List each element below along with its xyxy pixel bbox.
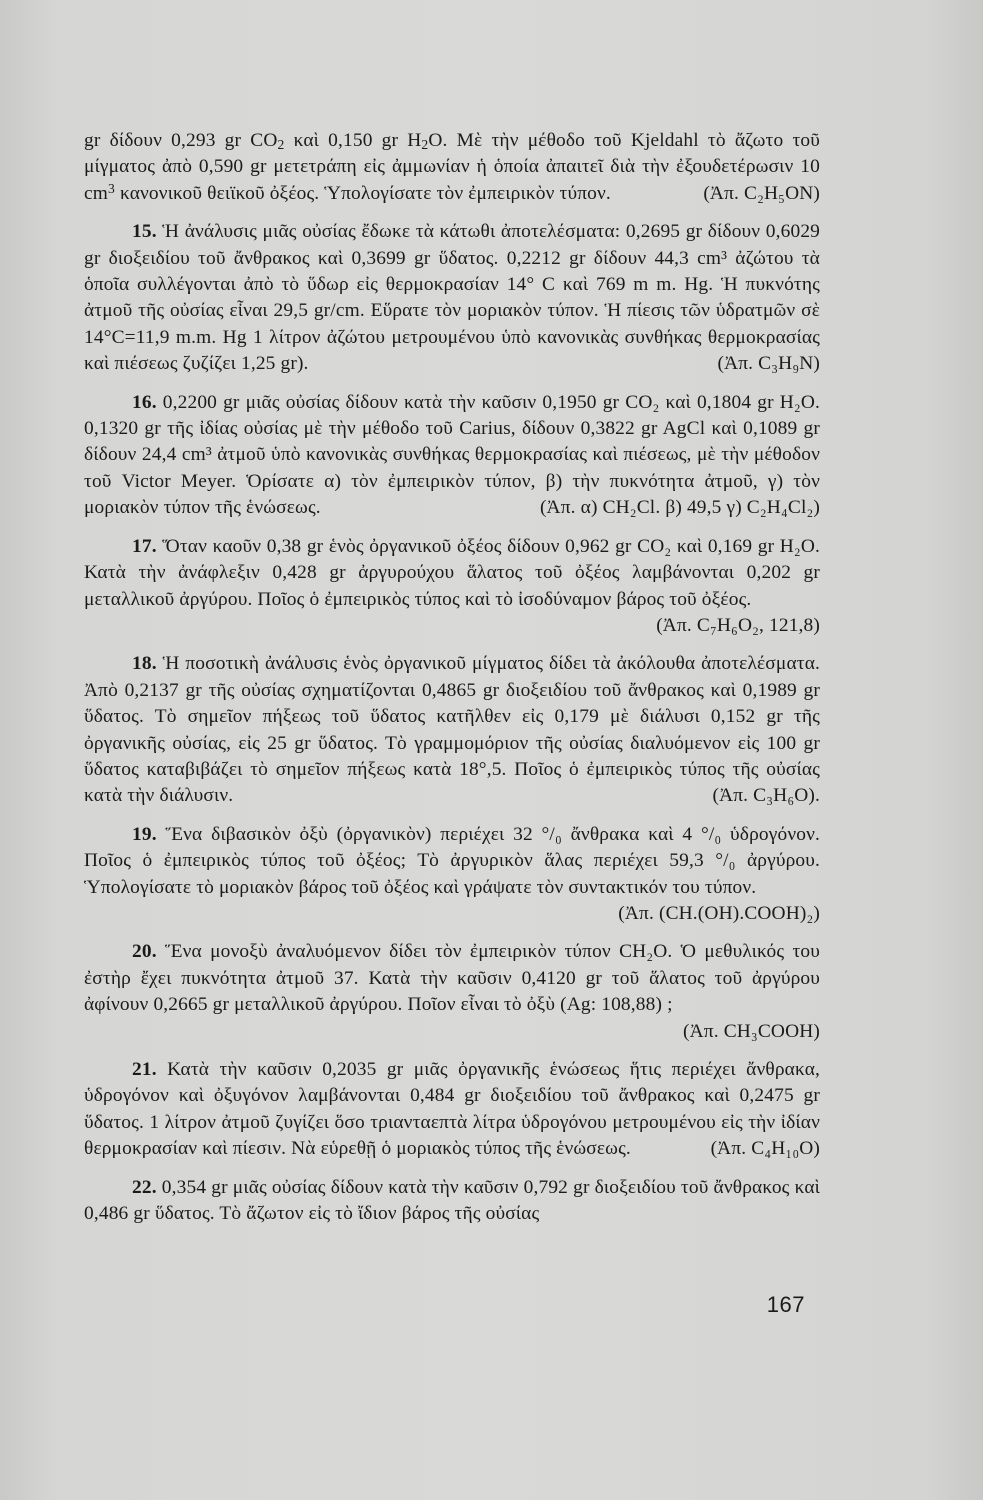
problem-20 [84, 939, 820, 1045]
problem-21 [84, 1057, 820, 1163]
problem-body: Κατὰ τὴν καῦσιν 0,2035 gr μιᾶς ὀργανικῆς ἑνώσεως ἥτις περιέχει ἄνθρακα, ὑδρογόνον καὶ ὀξυγόνον λαμβάνονται 0,484 gr διοξειδίου τοῦ ἄνθρακος καὶ 0,2475 gr ὕδατος. 1 λίτρον ἀτμοῦ ζυγίζει ὅσο τριανταεπτὰ λίτρα ὑδρογόνου μετρουμένου εἰς τὴν ἰδίαν θερμοκρασίαν καὶ πίεσιν. Νὰ εὑρεθῇ ὁ μοριακὸς τύπος τῆς ἑνώσεως. [84, 1059, 821, 1160]
intro-sub-2: 2 [421, 137, 429, 152]
problem-number: 20. [132, 941, 157, 963]
problem-14-answer: (Ἀπ. C₂H₅ON) [703, 182, 820, 204]
problem-number: 15. [132, 221, 157, 243]
problem-number: 21. [132, 1059, 157, 1080]
problem-22 [84, 1175, 820, 1228]
problem-18 [84, 651, 820, 809]
problem-16 [84, 390, 820, 522]
problem-body: Ἡ ποσοτικὴ ἀνάλυσις ἑνὸς ὀργανικοῦ μίγματος δίδει τὰ ἀκόλουθα ἀποτελέσματα. Ἀπὸ 0,2137 gr τῆς οὐσίας σχηματίζονται 0,4865 gr διοξειδίου τοῦ ἄνθρακος καὶ 0,1989 gr ὕδατος. Τὸ σημεῖον πήξεως τοῦ ὕδατος κατῆλθεν εἰς 0,179 μὲ διάλυσι 0,152 gr τῆς ὀργανικῆς οὐσίας, εἰς 25 gr ὕδατος. Τὸ γραμμομόριον τῆς οὐσίας διαλυόμενον εἰς 100 gr ὕδατος καταβιβάζει τὸ σημεῖον πήξεως κατὰ 18°,5. Ποῖος ὁ ἐμπειρικὸς τύπος τῆς οὐσίας κατὰ τὴν διάλυσιν. [84, 653, 821, 807]
problem-number: 18. [132, 653, 157, 675]
problem-body: 0,2200 gr μιᾶς οὐσίας δίδουν κατὰ τὴν καῦσιν 0,1950 gr CO₂ καὶ 0,1804 gr H₂O. 0,1320 gr τῆς ἰδίας οὐσίας μὲ τὴν μέθοδο τοῦ Carius, δίδουν 0,3822 gr AgCl καὶ 0,1089 gr δίδουν 24,4 cm³ ἀτμοῦ ὑπὸ κανονικὰς συνθήκας θερμοκρασίας καὶ πιέσεως, μὲ τὴν μέθοδον τοῦ Victor Meyer. Ὁρίσατε α) τὸν ἐμπειρικὸν τύπον, β) τὴν πυκνότητα ἀτμοῦ, γ) τὸν μοριακὸν τύπον τῆς ἑνώσεως. [84, 391, 820, 519]
problem-answer: (Ἀπ. α) CH₂Cl. β) 49,5 γ) C₂H₄Cl₂) [539, 497, 820, 519]
problem-number: 19. [132, 823, 157, 845]
problem-body: Ὅταν καοῦν 0,38 gr ἑνὸς ὀργανικοῦ ὀξέος δίδουν 0,962 gr CO₂ καὶ 0,169 gr H₂O. Κατὰ τὴν ἀνάφλεξιν 0,428 gr ἀργυρούχου ἅλατος τοῦ ὀξέος λαμβάνονται 0,202 gr μεταλλικοῦ ἀργύρου. Ποῖος ὁ ἐμπειρικὸς τύπος καὶ τὸ ἰσοδύναμον βάρος τοῦ ὀξέος. [84, 535, 820, 610]
problem-answer: (Ἀπ. C₃H₉N) [717, 353, 820, 375]
intro-part-d: κανονικοῦ θειϊκοῦ ὀξέος. Ὑπολογίσατε τὸν ἐμπειρικὸν τύπον. [114, 182, 611, 204]
intro-sub-1: 2 [277, 137, 285, 152]
problem-body: Ἕνα μονοξὺ ἀναλυόμενον δίδει τὸν ἐμπειρικὸν τύπον CH₂O. Ὁ μεθυλικός του ἐστὴρ ἔχει πυκνότητα ἀτμοῦ 37. Κατὰ τὴν καῦσιν 0,4120 gr τοῦ ἅλατος τοῦ ἀργύρου ἀφίνουν 0,2665 gr μεταλλικοῦ ἀργύρου. Ποῖον εἶναι τὸ ὀξὺ (Ag: 108,88) ; [84, 941, 820, 1016]
problem-body: Ἡ ἀνάλυσις μιᾶς οὐσίας ἔδωκε τὰ κάτωθι ἀποτελέσματα: 0,2695 gr δίδουν 0,6029 gr διοξειδίου τοῦ ἄνθρακος καὶ 0,3699 gr ὕδατος. 0,2212 gr δίδουν 44,3 cm³ ἀζώτου τὰ ὁποῖα συλλέγονται ἀπὸ τὸ ὕδωρ εἰς θερμοκρασίαν 14° C καὶ 769 m m. Hg. Ἡ πυκνότης ἀτμοῦ τῆς οὐσίας εἶναι 29,5 gr/cm. Εὕρατε τὸν μοριακὸν τύπον. Ἡ πίεσις τῶν ὑδρατμῶν σὲ 14°C=11,9 m.m. Hg 1 λίτρον ἀζώτου μετρουμένου ὑπὸ κανονικὰς συνθήκας θερμοκρασίας καὶ πιέσεως ζυζίζει 1,25 gr). [84, 221, 821, 375]
problem-14-continuation [84, 128, 820, 207]
intro-sup-1: 3 [108, 180, 115, 196]
page-number: 167 [766, 1292, 805, 1317]
problem-17 [84, 534, 820, 640]
exercise-text [84, 128, 820, 1239]
problem-answer: (Ἀπ. (CH.(OH).COOH)₂) [618, 902, 820, 924]
problem-answer: (Ἀπ. CH₃COOH) [683, 1020, 820, 1042]
problem-answer: (Ἀπ. C₄H₁₀O) [710, 1138, 820, 1160]
problem-14-text [84, 128, 820, 207]
problem-body: 0,354 gr μιᾶς οὐσίας δίδουν κατὰ τὴν καῦσιν 0,792 gr διοξειδίου τοῦ ἄνθρακος καὶ 0,486 gr ὕδατος. Τὸ ἄζωτον εἰς τὸ ἴδιον βάρος τῆς οὐσίας [84, 1176, 821, 1225]
problem-answer: (Ἀπ. C₃H₆O). [712, 785, 820, 807]
problem-answer: (Ἀπ. C₇H₆O₂, 121,8) [656, 614, 820, 636]
problem-number: 17. [132, 535, 157, 557]
problem-body: Ἕνα διβασικὸν ὀξὺ (ὀργανικὸν) περιέχει 32 °/₀ ἄνθρακα καὶ 4 °/₀ ὑδρογόνον. Ποῖος ὁ ἐμπειρικὸς τύπος τοῦ ὀξέος; Τὸ ἀργυρικὸν ἅλας περιέχει 59,3 °/₀ ἀργύρου. Ὑπολογίσατε τὸ μοριακὸν βάρος τοῦ ὀξέος καὶ γράψατε τὸν συντακτικόν του τύπον. [84, 823, 821, 898]
problem-number: 16. [132, 391, 157, 413]
intro-part-c: O. Μὲ τὴν μέθοδο τοῦ Kjeldahl τὸ ἄζωτο τοῦ μίγματος ἀπὸ 0,590 gr μετετράπη εἰς ἀμμωνίαν ἡ ὁποία ἀπαιτεῖ διὰ τὴν ἐξουδετέρωσιν 10 cm [84, 130, 821, 204]
problem-15 [84, 219, 820, 377]
problem-19 [84, 822, 820, 928]
intro-part-a: gr δίδουν 0,293 gr CO [84, 130, 278, 151]
problem-number: 22. [132, 1176, 157, 1198]
intro-part-b: καὶ 0,150 gr H [284, 130, 422, 151]
